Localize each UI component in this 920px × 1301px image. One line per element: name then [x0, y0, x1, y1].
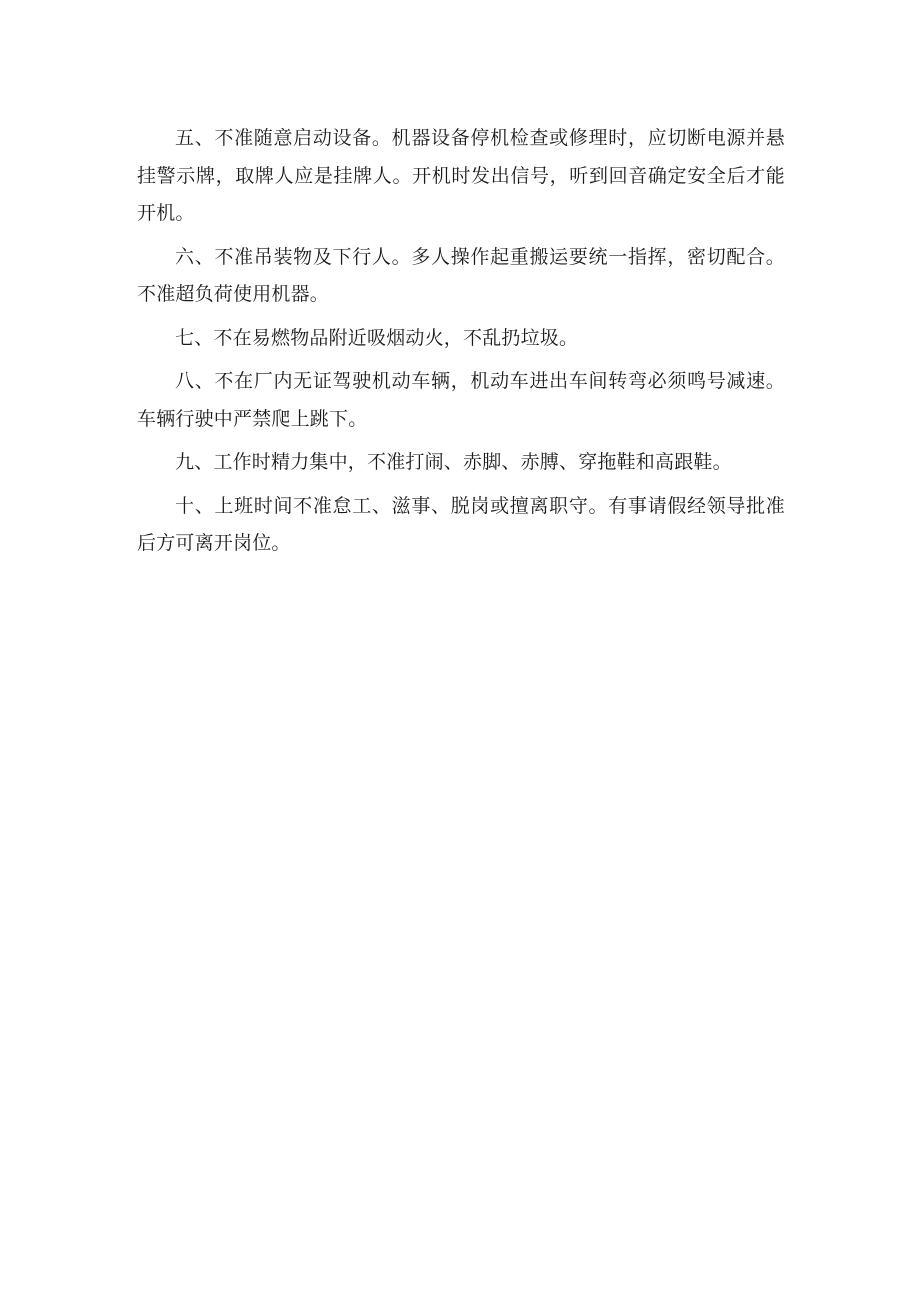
rule-paragraph-7: 七、不在易燃物品附近吸烟动火，不乱扔垃圾。	[175, 326, 579, 349]
rule-paragraph-8: 八、不在厂内无证驾驶机动车辆，机动车进出车间转弯必须鸣号减速。车辆行驶中严禁爬上跳下。	[137, 370, 785, 430]
rule-paragraph-5: 五、不准随意启动设备。机器设备停机检查或修理时，应切断电源并悬挂警示牌，取牌人应是挂牌人。开机时发出信号，听到回音确定安全后才能开机。	[137, 127, 785, 224]
document-body	[137, 120, 785, 569]
rule-paragraph-9: 九、工作时精力集中，不准打闹、赤脚、赤膊、穿拖鞋和高跟鞋。	[175, 451, 732, 473]
rule-paragraph-10: 十、上班时间不准怠工、滋事、脱岗或擅离职守。有事请假经领导批准后方可离开岗位。	[137, 494, 785, 554]
rule-paragraph-6: 六、不准吊装物及下行人。多人操作起重搬运要统一指挥，密切配合。不准超负荷使用机器。	[137, 245, 785, 305]
